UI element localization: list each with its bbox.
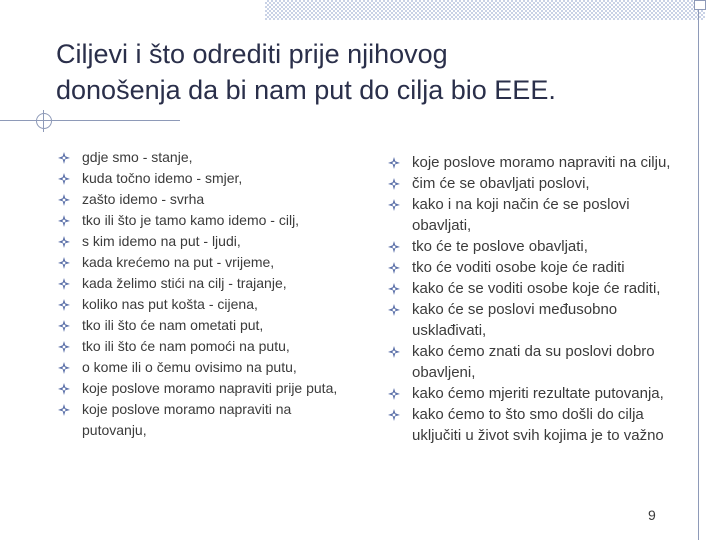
list-item-text: kako ćemo znati da su poslovi dobro obavljeni, — [412, 343, 655, 381]
flower-bullet-icon — [388, 262, 400, 274]
list-item-text: kada želimo stići na cilj - trajanje, — [82, 275, 287, 291]
flower-bullet-icon — [58, 236, 70, 248]
flower-bullet-icon — [58, 194, 70, 206]
list-item-text: kako ćemo mjeriti rezultate putovanja, — [412, 385, 664, 402]
list-item — [388, 404, 688, 446]
list-item — [388, 341, 688, 383]
list-item-text: kuda točno idemo - smjer, — [82, 170, 243, 186]
list-item — [58, 210, 340, 231]
flower-bullet-icon — [388, 241, 400, 253]
list-item-text: kako će se poslovi međusobno usklađivati, — [412, 301, 618, 339]
list-item — [58, 336, 340, 357]
flower-bullet-icon — [58, 299, 70, 311]
slide-title — [56, 36, 676, 108]
list-item-text: koje poslove moramo napraviti na cilju, — [412, 154, 671, 171]
list-item — [58, 315, 340, 336]
list-item-text: gdje smo - stanje, — [82, 149, 193, 165]
left-bullet-list — [58, 147, 340, 441]
flower-bullet-icon — [388, 178, 400, 190]
list-item — [388, 236, 688, 257]
slide-title-line-1: Ciljevi i što odrediti prije njihovog — [56, 39, 448, 69]
flower-bullet-icon — [388, 304, 400, 316]
list-item — [58, 231, 340, 252]
list-item-text: zašto idemo - svrha — [82, 191, 205, 207]
flower-bullet-icon — [58, 383, 70, 395]
list-item — [388, 257, 688, 278]
flower-bullet-icon — [388, 409, 400, 421]
list-item-text: o kome ili o čemu ovisimo na putu, — [82, 359, 297, 375]
list-item-text: koliko nas put košta - cijena, — [82, 296, 258, 312]
list-item-text: tko će te poslove obavljati, — [412, 238, 588, 255]
list-item — [58, 147, 340, 168]
list-item — [58, 189, 340, 210]
page-number: 9 — [648, 507, 656, 523]
flower-bullet-icon — [58, 341, 70, 353]
flower-bullet-icon — [58, 404, 70, 416]
list-item — [58, 357, 340, 378]
list-item — [58, 273, 340, 294]
crosshair-icon — [36, 113, 52, 129]
list-item — [58, 399, 340, 441]
flower-bullet-icon — [388, 388, 400, 400]
list-item-text: kako ćemo to što smo došli do cilja uključiti u život svih kojima je to važno — [412, 406, 664, 444]
decorative-corner-box — [694, 0, 706, 10]
list-item-text: tko će voditi osobe koje će raditi — [412, 259, 625, 276]
list-item-text: kada krećemo na put - vrijeme, — [82, 254, 275, 270]
list-item-text: tko ili što će nam pomoći na putu, — [82, 338, 290, 354]
flower-bullet-icon — [388, 283, 400, 295]
flower-bullet-icon — [58, 152, 70, 164]
list-item — [388, 194, 688, 236]
right-bullet-list — [388, 152, 688, 446]
list-item — [58, 252, 340, 273]
list-item — [388, 299, 688, 341]
list-item — [388, 278, 688, 299]
list-item-text: tko ili što je tamo kamo idemo - cilj, — [82, 212, 300, 228]
list-item-text: tko ili što će nam ometati put, — [82, 317, 264, 333]
list-item-text: kako će se voditi osobe koje će raditi, — [412, 280, 661, 297]
list-item-text: kako i na koji način će se poslovi obavljati, — [412, 196, 630, 234]
flower-bullet-icon — [388, 157, 400, 169]
slide-title-line-2: donošenja da bi nam put do cilja bio EEE. — [56, 75, 556, 105]
flower-bullet-icon — [58, 362, 70, 374]
list-item — [388, 152, 688, 173]
flower-bullet-icon — [58, 278, 70, 290]
list-item-text: koje poslove moramo napraviti na putovanju, — [82, 401, 292, 438]
list-item-text: s kim idemo na put - ljudi, — [82, 233, 241, 249]
list-item — [58, 378, 340, 399]
flower-bullet-icon — [58, 215, 70, 227]
flower-bullet-icon — [388, 199, 400, 211]
flower-bullet-icon — [58, 173, 70, 185]
decorative-vertical-line — [698, 0, 699, 540]
flower-bullet-icon — [58, 320, 70, 332]
flower-bullet-icon — [58, 257, 70, 269]
list-item-text: koje poslove moramo napraviti prije puta, — [82, 380, 338, 396]
list-item-text: čim će se obavljati poslovi, — [412, 175, 590, 192]
list-item — [58, 168, 340, 189]
decorative-checker-band — [265, 0, 705, 20]
decorative-horizontal-line — [0, 120, 180, 121]
list-item — [388, 383, 688, 404]
flower-bullet-icon — [388, 346, 400, 358]
list-item — [388, 173, 688, 194]
list-item — [58, 294, 340, 315]
